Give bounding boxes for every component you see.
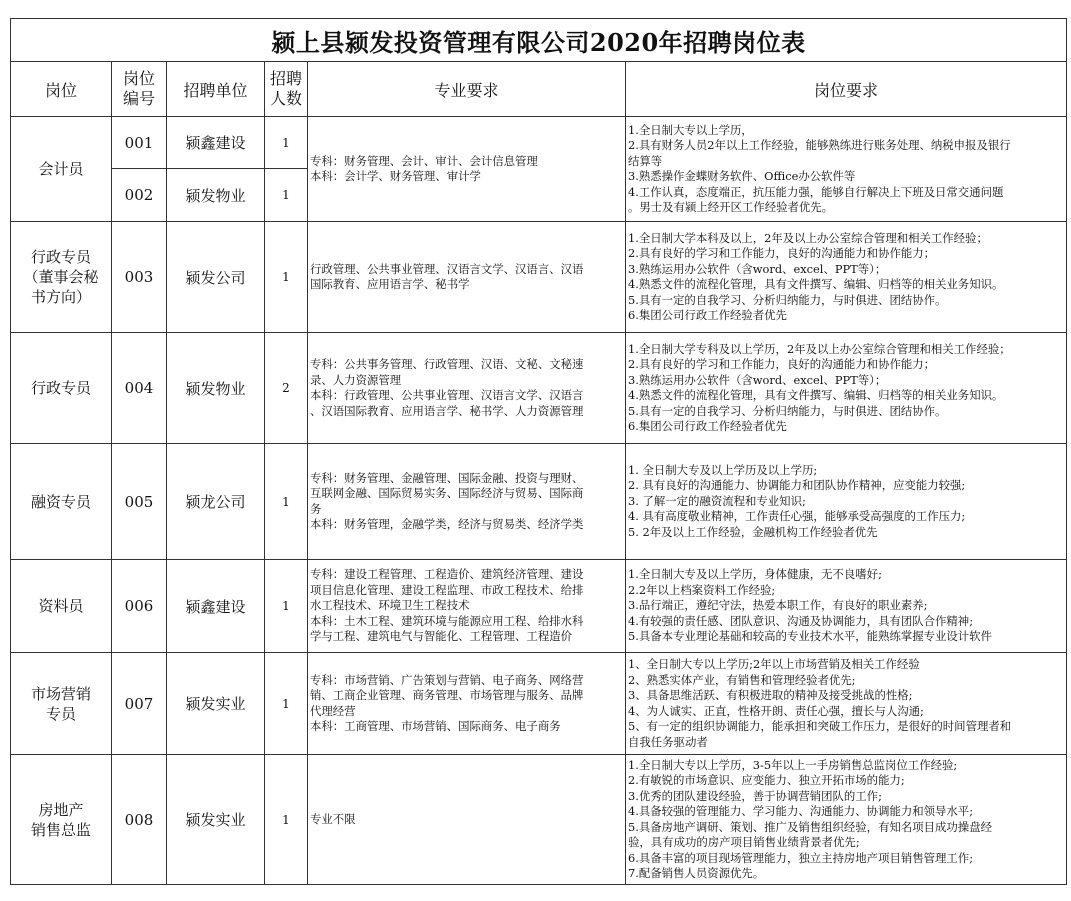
unit-cell: 颍发物业 — [167, 169, 265, 222]
major-cell — [308, 755, 626, 885]
requirements-cell-line: 3.熟练运用办公软件（含word、excel、PPT等）； — [628, 372, 887, 387]
requirements-cell-line: 结算等 — [628, 153, 663, 168]
major-cell — [308, 560, 626, 653]
position-line: 融资专员 — [30, 492, 91, 511]
unit-cell: 颍发实业 — [167, 653, 265, 755]
major-cell-line: 录、人力资源管理 — [310, 372, 402, 387]
major-cell — [308, 444, 626, 560]
requirements-cell-line: 4.有较强的责任感、团队意识、沟通及协调能力，具有团队合作精神; — [628, 613, 974, 628]
major-cell-line: 本科：土木工程、建筑环境与能源应用工程、给排水科 — [310, 613, 584, 628]
requirements-cell-line: 1.全日制大专以上学历，3-5年以上一手房销售总监岗位工作经验; — [628, 757, 958, 772]
requirements-cell-line: 4.工作认真，态度端正，抗压能力强，能够自行解决上下班及日常交通问题 — [628, 184, 1004, 199]
position-cell — [11, 755, 112, 885]
major-cell-line: 专科：市场营销、广告策划与营销、电子商务、网络营 — [310, 672, 584, 687]
requirements-cell-line: 验，具有成功的房产项目销售业绩背景者优先; — [628, 835, 860, 849]
requirements-cell-line: 7.配备销售人员资源优先。 — [628, 866, 765, 880]
requirements-cell — [626, 444, 1067, 560]
requirements-cell-line: 2.有敏锐的市场意识、应变能力、独立开拓市场的能力; — [628, 773, 905, 787]
requirements-cell-line: 3.熟练运用办公软件（含word、excel、PPT等）； — [628, 261, 887, 276]
major-cell-line: 项目信息化管理、建设工程监理、市政工程技术、给排 — [310, 582, 584, 597]
code-cell: 003 — [112, 222, 167, 333]
requirements-cell-line: 2、熟悉实体产业，有销售和管理经验者优先; — [628, 672, 856, 687]
requirements-cell — [626, 755, 1067, 885]
requirements-cell-line: 3.熟悉操作金蝶财务软件、Office办公软件等 — [628, 169, 856, 183]
unit-cell: 颍发公司 — [167, 222, 265, 333]
code-cell: 004 — [112, 333, 167, 444]
requirements-cell-line: 3.品行端正，遵纪守法，热爱本职工作，有良好的职业素养; — [628, 598, 928, 613]
requirements-cell — [626, 117, 1067, 222]
major-cell-line: 专科：财务管理、会计、审计、会计信息管理 — [310, 153, 538, 168]
major-cell-line: 水工程技术、环境卫生工程技术 — [310, 598, 470, 613]
position-line: 市场营销 — [30, 684, 91, 703]
major-cell-line: 代理经营 — [310, 703, 356, 718]
position-cell — [11, 653, 112, 755]
requirements-cell-line: 1. 全日制大专及以上学历及以上学历; — [628, 462, 818, 477]
recruitment-table — [10, 18, 1067, 885]
header-count-line2: 人数 — [269, 89, 302, 108]
position-cell — [11, 333, 112, 444]
requirements-cell-line: 4.熟悉文件的流程化管理，具有文件撰写、编辑、归档等的相关业务知识。 — [628, 277, 1004, 291]
position-cell — [11, 117, 112, 222]
position-line: 会计员 — [38, 160, 84, 178]
count-cell: 2 — [265, 333, 308, 444]
requirements-cell-line: 2. 具有良好的沟通能力、协调能力和团队协作精神，应变能力较强; — [628, 478, 966, 493]
unit-cell: 颍鑫建设 — [167, 117, 265, 169]
header-unit: 招聘单位 — [167, 62, 265, 117]
table-row — [11, 560, 1067, 653]
position-line: （董事会秘 — [23, 268, 99, 286]
requirements-cell-line: 2.具有良好的学习和工作能力，良好的沟通能力和协作能力； — [628, 357, 936, 371]
position-line: 行政专员 — [30, 248, 91, 266]
position-line: 行政专员 — [30, 379, 91, 397]
count-cell: 1 — [265, 444, 308, 560]
code-cell: 001 — [112, 117, 167, 169]
requirements-cell-line: 5. 2年及以上工作经验，金融机构工作经验者优先 — [628, 524, 878, 539]
requirements-cell — [626, 653, 1067, 755]
table-row — [11, 333, 1067, 444]
position-line: 书方向） — [30, 288, 91, 306]
requirements-cell-line: 1.全日制大学本科及以上，2年及以上办公室综合管理和相关工作经验； — [628, 230, 988, 245]
requirements-cell-line: 4.具备较强的管理能力、学习能力、沟通能力、协调能力和领导水平; — [628, 804, 974, 818]
requirements-cell — [626, 560, 1067, 653]
position-cell — [11, 222, 112, 333]
requirements-cell-line: 5.具备房地产调研、策划、推广及销售组织经验，有知名项目成功操盘经 — [628, 819, 992, 834]
major-cell-line: 本科：工商管理、市场营销、国际商务、电子商务 — [310, 719, 561, 733]
major-cell-line: 专科：建设工程管理、工程造价、建筑经济管理、建设 — [310, 567, 584, 582]
code-cell: 005 — [112, 444, 167, 560]
code-cell: 006 — [112, 560, 167, 653]
major-cell — [308, 117, 626, 222]
position-line: 房地产 — [38, 800, 84, 819]
header-code — [112, 62, 167, 117]
unit-cell: 颍龙公司 — [167, 444, 265, 560]
position-cell — [11, 560, 112, 653]
header-major: 专业要求 — [308, 62, 626, 117]
count-cell: 1 — [265, 222, 308, 333]
requirements-cell-line: 6.集团公司行政工作经验者优先 — [628, 419, 787, 433]
requirements-cell-line: 3、具备思维活跃、有积极进取的精神及接受挑战的性格; — [628, 688, 913, 702]
requirements-cell — [626, 222, 1067, 333]
major-cell-line: 本科：财务管理，金融学类，经济与贸易类、经济学类 — [310, 517, 584, 531]
table-row — [11, 755, 1067, 885]
unit-cell: 颍鑫建设 — [167, 560, 265, 653]
header-count-line1: 招聘 — [269, 69, 302, 88]
major-cell-line: 专业不限 — [310, 811, 356, 826]
requirements-cell-line: 5.具有一定的自我学习、分析归纳能力，与时俱进、团结协作。 — [628, 403, 947, 418]
requirements-cell-line: 3. 了解一定的融资流程和专业知识; — [628, 493, 806, 508]
unit-cell: 颍发物业 — [167, 333, 265, 444]
table-row — [11, 222, 1067, 333]
code-cell: 002 — [112, 169, 167, 222]
position-line: 资料员 — [38, 597, 84, 615]
requirements-cell-line: 自我任务驱动者 — [628, 734, 708, 749]
requirements-cell-line: 2.2年以上档案资料工作经验; — [628, 582, 776, 597]
requirements-cell-line: 4、为人诚实、正直，性格开朗、责任心强，擅长与人沟通; — [628, 703, 924, 718]
major-cell-line: 务 — [310, 501, 322, 516]
header-requirements: 岗位要求 — [626, 62, 1067, 117]
count-cell: 1 — [265, 169, 308, 222]
requirements-cell-line: 3.优秀的团队建设经验，善于协调营销团队的工作; — [628, 788, 882, 803]
requirements-cell-line: 4.熟悉文件的流程化管理，具有文件撰写、编辑、归档等的相关业务知识。 — [628, 388, 1004, 402]
table-row — [11, 117, 1067, 169]
code-cell: 007 — [112, 653, 167, 755]
major-cell-line: 本科：行政管理、公共事业管理、汉语言文学、汉语言 — [310, 388, 584, 402]
header-code-line2: 编号 — [122, 89, 155, 108]
header-code-line1: 岗位 — [122, 69, 155, 88]
requirements-cell-line: 5、有一定的组织协调能力，能承担和突破工作压力，是很好的时间管理者和 — [628, 719, 1012, 733]
position-cell — [11, 444, 112, 560]
count-cell: 1 — [265, 755, 308, 885]
requirements-cell-line: 。男士及有颍上经开区工作经验者优先。 — [628, 200, 834, 214]
major-cell-line: 国际教育、应用语言学、秘书学 — [310, 277, 470, 291]
requirements-cell-line: 6.具备丰富的项目现场管理能力，独立主持房地产项目销售管理工作; — [628, 850, 974, 865]
requirements-cell-line: 1.全日制大专及以上学历，身体健康，无不良嗜好; — [628, 567, 882, 582]
header-position: 岗位 — [11, 62, 112, 117]
unit-cell: 颍发实业 — [167, 755, 265, 885]
major-cell-line: 本科：会计学、财务管理、审计学 — [310, 169, 481, 183]
header-row — [11, 62, 1067, 117]
header-count — [265, 62, 308, 117]
requirements-cell-line: 6.集团公司行政工作经验者优先 — [628, 308, 787, 322]
count-cell: 1 — [265, 560, 308, 653]
major-cell — [308, 653, 626, 755]
major-cell-line: 专科：财务管理、金融管理、国际金融、投资与理财、 — [310, 470, 584, 485]
major-cell-line: 互联网金融、国际贸易实务、国际经济与贸易、国际商 — [310, 486, 584, 500]
page-title: 颍上县颍发投资管理有限公司2020年招聘岗位表 — [11, 19, 1067, 62]
requirements-cell-line: 2.具有财务人员2年以上工作经验，能够熟练进行账务处理、纳税申报及银行 — [628, 138, 1011, 152]
table-body — [11, 117, 1067, 885]
major-cell-line: 专科：公共事务管理、行政管理、汉语、文秘、文秘速 — [310, 357, 584, 371]
major-cell-line: 、汉语国际教育、应用语言学、秘书学、人力资源管理 — [310, 403, 584, 418]
table-row — [11, 653, 1067, 755]
table-row — [11, 444, 1067, 560]
count-cell: 1 — [265, 653, 308, 755]
position-line: 专员 — [45, 704, 76, 723]
major-cell-line: 行政管理、公共事业管理、汉语言文学、汉语言、汉语 — [310, 261, 584, 276]
requirements-cell — [626, 333, 1067, 444]
position-line: 销售总监 — [30, 820, 91, 839]
requirements-cell-line: 4. 具有高度敬业精神，工作责任心强，能够承受高强度的工作压力; — [628, 509, 966, 524]
major-cell — [308, 222, 626, 333]
code-cell: 008 — [112, 755, 167, 885]
requirements-cell-line: 1.全日制大专以上学历， — [628, 122, 753, 137]
major-cell-line: 销、工商企业管理、商务管理、市场管理与服务、品牌 — [310, 688, 584, 702]
requirements-cell-line: 5.具备本专业理论基础和较高的专业技术水平，能熟练掌握专业设计软件 — [628, 629, 992, 644]
count-cell: 1 — [265, 117, 308, 169]
requirements-cell-line: 1、全日制大专以上学历;2年以上市场营销及相关工作经验 — [628, 657, 920, 671]
requirements-cell-line: 1.全日制大学专科及以上学历，2年及以上办公室综合管理和相关工作经验； — [628, 341, 1011, 356]
major-cell-line: 学与工程、建筑电气与智能化、工程管理、工程造价 — [310, 629, 572, 644]
requirements-cell-line: 5.具有一定的自我学习、分析归纳能力，与时俱进、团结协作。 — [628, 292, 947, 307]
major-cell — [308, 333, 626, 444]
requirements-cell-line: 2.具有良好的学习和工作能力，良好的沟通能力和协作能力； — [628, 246, 936, 260]
